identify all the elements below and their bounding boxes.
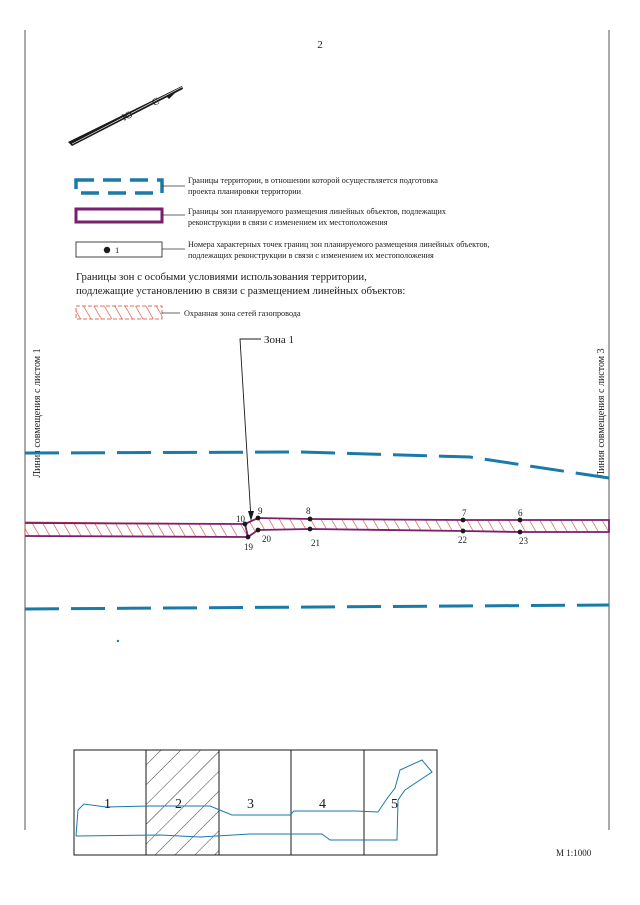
north-arrow-icon — [68, 86, 183, 146]
legend-text-points-1: Номера характерных точек границ зон планируемого размещения линейных объектов, — [188, 240, 490, 249]
legend-point-number: 1 — [115, 245, 120, 255]
point-9 — [256, 516, 261, 521]
key-map-sheet-1: 1 — [104, 797, 111, 812]
legend-text-territory-1: Границы территории, в отношении которой осуществляется подготовка — [188, 176, 438, 185]
south-letter: Ю — [120, 109, 135, 124]
scale-label: М 1:1000 — [556, 848, 592, 858]
point-23 — [518, 530, 523, 535]
zone-boundary-left-top — [25, 523, 245, 524]
point-label: 20 — [262, 534, 271, 544]
legend-text-territory-2: проекта планировки территории — [188, 187, 302, 196]
point-label: 21 — [311, 538, 320, 548]
legend-text-gas-zone: Охранная зона сетей газопровода — [184, 309, 301, 318]
point-label: 10 — [236, 514, 245, 524]
point-label: 8 — [306, 506, 311, 516]
key-map-sheet-3: 3 — [247, 797, 254, 812]
territory-boundary-bottom — [25, 605, 609, 609]
key-map-sheet-5: 5 — [391, 797, 398, 812]
key-map-sheet-4: 4 — [319, 797, 326, 812]
legend-item-gas-zone — [76, 306, 301, 319]
legend-sample-zones — [76, 209, 162, 222]
left-margin-label: Линия совмещения с листом 1 — [32, 348, 43, 478]
point-label: 7 — [462, 508, 467, 518]
point-label: 22 — [458, 535, 467, 545]
point-8 — [308, 517, 313, 522]
key-map-frame — [74, 750, 437, 855]
key-map-sheet-2: 2 — [175, 797, 182, 812]
map-speck — [117, 640, 119, 642]
point-label: 6 — [518, 508, 523, 518]
point-label: 9 — [258, 506, 263, 516]
legend-sample-territory — [76, 180, 162, 193]
legend-heading-1: Границы зон с особыми условиями использования территории, — [76, 271, 367, 283]
legend-item-territory — [76, 176, 438, 196]
legend-item-points — [76, 240, 489, 260]
key-map-sheet-2-hatch — [146, 750, 219, 855]
legend-text-zones-1: Границы зон планируемого размещения линейных объектов, подлежащих — [188, 207, 446, 216]
legend-text-zones-2: реконструкции в связи с изменением их местоположения — [188, 218, 388, 227]
point-label: 19 — [244, 542, 253, 552]
key-map — [74, 750, 437, 855]
legend-point-dot — [104, 247, 110, 253]
point-22 — [461, 529, 466, 534]
point-21 — [308, 527, 313, 532]
point-label: 23 — [519, 536, 528, 546]
point-19 — [246, 535, 251, 540]
page-number: 2 — [317, 39, 323, 51]
territory-boundary-top — [25, 452, 609, 478]
legend-text-points-2: подлежащих реконструкции в связи с изменением их местоположения — [188, 251, 434, 260]
zone-label-text: Зона 1 — [264, 334, 295, 346]
zone-boundary-left-bottom — [25, 536, 248, 537]
legend-sample-gas-zone — [76, 306, 162, 319]
key-map-route — [76, 760, 432, 840]
right-margin-label: Линия совмещения с листом 3 — [596, 348, 607, 478]
north-letter: С — [150, 95, 162, 109]
legend-item-zones — [76, 207, 446, 227]
zone-label — [240, 334, 294, 521]
legend-heading-2: подлежащие установлению в связи с размещением линейных объектов: — [76, 285, 406, 297]
point-7 — [461, 518, 466, 523]
point-20 — [256, 528, 261, 533]
point-6 — [518, 518, 523, 523]
